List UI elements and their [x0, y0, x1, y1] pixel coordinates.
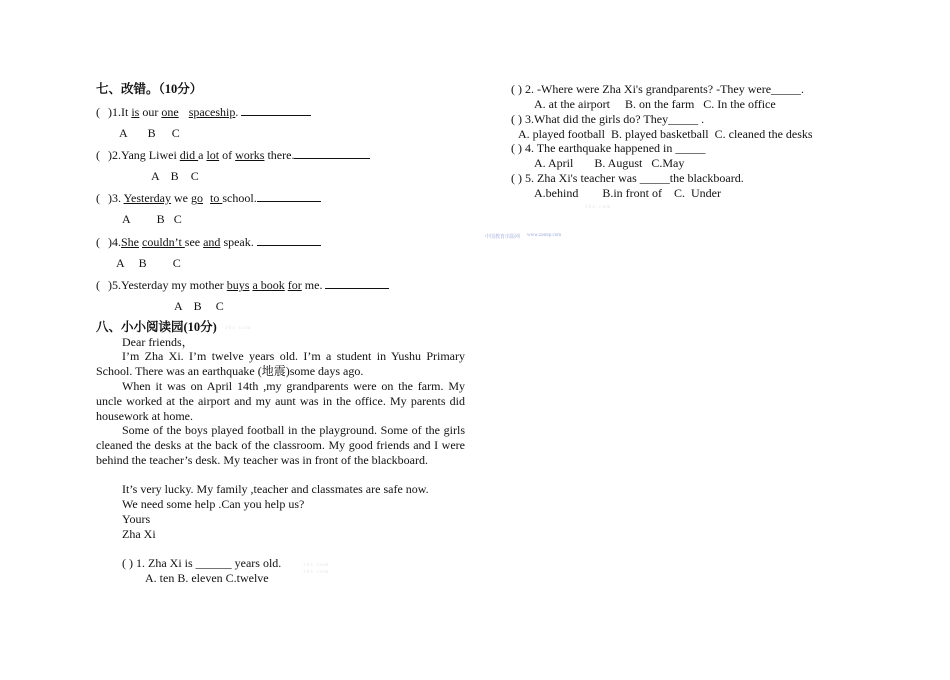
underlined-word: and	[203, 235, 221, 249]
error-question-3: ( )3. Yesterday we go to school.	[96, 190, 321, 205]
error-question-4: ( )4.She couldn’t see and speak.	[96, 234, 321, 249]
letter-signature: Zha Xi	[122, 527, 156, 541]
error-question-2: ( )2.Yang Liwei did a lot of works there.	[96, 147, 370, 162]
watermark: · 1 6 x · c o m	[222, 326, 251, 331]
letter-paragraph-3: Some of the boys played football in the playground. Some of the girls cleaned the desks at the back of the classroom. My good friends and I were behind the teacher’s desk. My teacher was in front of the blackboard.	[96, 423, 465, 467]
underlined-word: for	[287, 278, 302, 292]
underlined-word: Yesterday	[123, 191, 172, 205]
reading-question-2: ( ) 2. -Where were Zha Xi's grandparents? -They were_____.	[511, 82, 805, 96]
underlined-word: buys	[226, 278, 250, 292]
reading-options-1: A. ten B. eleven C.twelve	[145, 571, 269, 585]
reading-question-4: ( ) 4. The earthquake happened in _____	[511, 141, 706, 155]
underlined-word: one	[161, 105, 179, 119]
section-8-title: 八、小小阅读园(10分)	[96, 320, 217, 334]
underlined-word: go	[191, 191, 204, 205]
section-7-title: 七、改错。（10分）	[96, 82, 203, 96]
watermark: www.zzstep.com	[527, 233, 562, 238]
underlined-word: is	[131, 105, 140, 119]
error-question-1: ( )1.It is our one spaceship.	[96, 104, 311, 119]
correction-blank[interactable]	[294, 147, 370, 159]
options-row: A B C	[119, 126, 180, 140]
options-row: A B C	[151, 169, 199, 183]
underlined-word: spaceship	[188, 105, 236, 119]
correction-blank[interactable]	[257, 234, 321, 246]
watermark: · 1 6 x · c o m	[300, 563, 329, 568]
underlined-word: to	[210, 191, 223, 205]
letter-greeting: Dear friends，	[122, 335, 194, 349]
correction-blank[interactable]	[257, 190, 321, 202]
correction-blank[interactable]	[241, 104, 311, 116]
underlined-word: lot	[206, 148, 220, 162]
underlined-word: works	[235, 148, 265, 162]
answer-paren: (	[96, 105, 100, 119]
reading-question-1: ( ) 1. Zha Xi is ______ years old.	[122, 556, 282, 570]
underlined-word: couldn’t	[142, 235, 185, 249]
reading-options-3: A. played football B. played basketball C. cleaned the desks	[518, 127, 813, 141]
reading-options-2: A. at the airport B. on the farm C. In the office	[534, 97, 776, 111]
reading-question-3: ( ) 3.What did the girls do? They_____ .	[511, 112, 705, 126]
letter-paragraph-1: I’m Zha Xi. I’m twelve years old. I’m a student in Yushu Primary School. There was an earthquake (地震)some days ago.	[96, 349, 465, 378]
underlined-word: did	[179, 148, 199, 162]
reading-options-5: A.behind B.in front of C. Under	[534, 186, 721, 200]
letter-paragraph-4: It’s very lucky. My family ,teacher and classmates are safe now.	[122, 482, 429, 496]
correction-blank[interactable]	[325, 277, 389, 289]
reading-options-4: A. April B. August C.May	[534, 156, 685, 170]
watermark: 中国教育出版网	[485, 235, 521, 240]
watermark: · 1 6 x · c o m	[300, 570, 329, 575]
underlined-word: a book	[252, 278, 285, 292]
letter-paragraph-2: When it was on April 14th ,my grandparents were on the farm. My uncle worked at the airport and my aunt was in the office. My parents did housework at home.	[96, 379, 465, 423]
options-row: A B C	[116, 256, 181, 270]
letter-closing: Yours	[122, 512, 151, 526]
letter-paragraph-5: We need some help .Can you help us?	[122, 497, 305, 511]
reading-question-5: ( ) 5. Zha Xi's teacher was _____the blackboard.	[511, 171, 744, 185]
options-row: A B C	[174, 299, 224, 313]
error-question-5: ( )5.Yesterday my mother buys a book for me.	[96, 277, 389, 292]
options-row: A B C	[122, 212, 182, 226]
watermark: · 1 6 x · c o m	[582, 205, 611, 210]
underlined-word: She	[121, 235, 139, 249]
